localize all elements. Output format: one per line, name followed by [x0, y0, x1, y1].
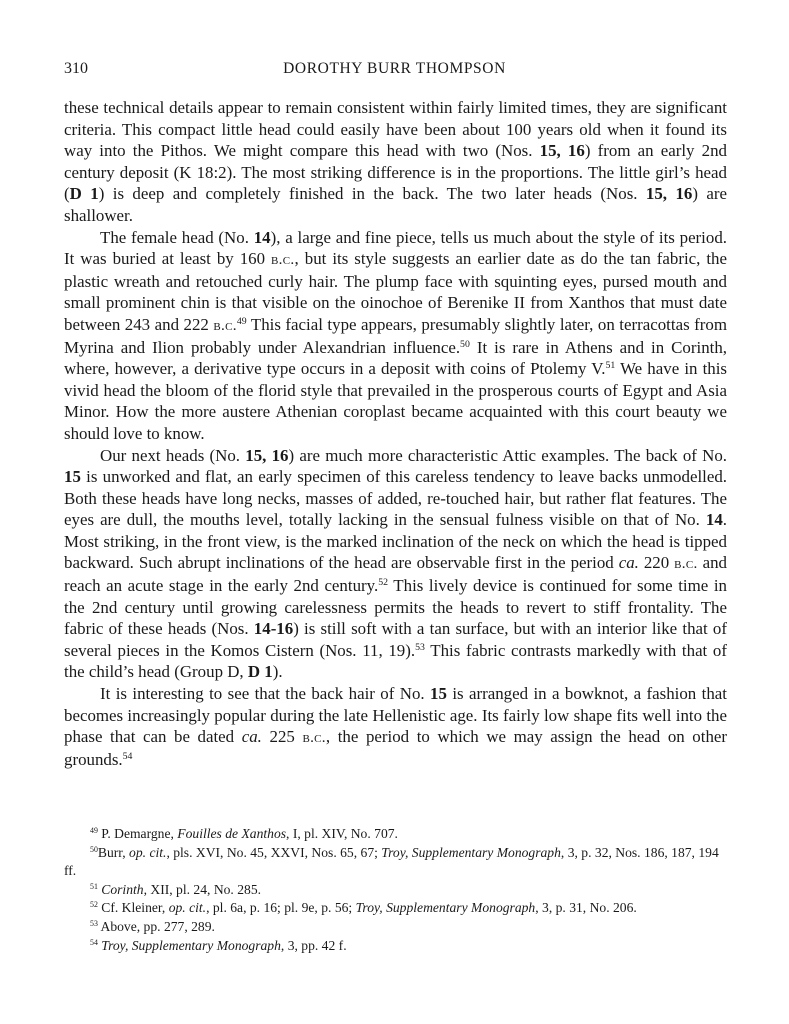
footnote-49 [64, 825, 727, 843]
small-caps-text: b.c. [302, 729, 326, 747]
bold-text: 15, 16 [539, 141, 585, 161]
paragraph-4 [64, 683, 727, 770]
text-run: , pl. 6a, p. 16; pl. 9e, p. 56; [206, 900, 356, 916]
footnote-ref: 53 [90, 919, 98, 929]
paragraph-3 [64, 445, 727, 684]
text-run: ) from an early 2nd century deposit (K 18:2). The most striking difference is in the proportions. The little girl’s head ( [64, 141, 728, 204]
text-run: P. Demargne, [97, 826, 178, 841]
footnote-ref: 54 [90, 937, 98, 947]
text-run: , but its style suggests an earlier date as do the tan fabric, the plastic wreath and retouched curly hair. The plump face with squinting eyes, pursed mouth and small prominent chin is that visible on the oinochoe of Berenike II from Xanthos that must date between 243 and 222 [64, 249, 727, 334]
italic-text: Troy, Supplementary Monograph [381, 844, 561, 860]
text-run: 225 [261, 727, 303, 747]
text-run: , the period to which we may assign the head on other grounds. [64, 727, 728, 769]
bold-text: 15, 16 [645, 184, 693, 204]
small-caps-text: b.c. [271, 251, 295, 269]
text-run: , 3, pp. 42 f. [280, 937, 347, 953]
text-run: ) is still soft with a tan surface, but with an interior like that of several pieces in the Komos Cistern (Nos. 11, 19). [64, 619, 728, 660]
text-run: . Most striking, in the front view, is the marked inclination of the neck on which the head is tipped backward. Such abrupt inclinations of the head are observable first in the period [64, 510, 727, 573]
footnote-ref: 52 [90, 900, 98, 910]
footnote-ref: 52 [378, 577, 389, 588]
text-run: these technical details appear to remain consistent within fairly limited times, they are significant criteria. This compact little head could easily have been about 100 years old when it found its way into the Pithos. We might compare this head with two (Nos. [64, 98, 727, 161]
italic-text: ca. [618, 553, 639, 573]
text-run: is arranged in a bowknot, a fashion that becomes increasingly popular during the late Hellenistic age. Its fairly low shape fits well into the phase that can be dated [64, 684, 727, 747]
text-run: ) are shallower. [64, 184, 728, 225]
running-head: DOROTHY BURR THOMPSON [283, 60, 506, 77]
footnote-ref: 50 [460, 338, 470, 350]
text-run: ), a large and fine piece, tells us much about the style of its period. It was buried at least by 160 [64, 227, 727, 269]
text-run: It is rare in Athens and in Corinth, where, however, a derivative type occurs in a deposit with coins of Ptolemy V. [64, 337, 727, 379]
bold-text: 15, 16 [245, 445, 289, 465]
footnote-ref: 49 [90, 826, 98, 836]
footnote-52 [64, 899, 727, 917]
text-run: Burr, [97, 844, 130, 860]
text-run: Above, pp. 277, 289. [97, 919, 215, 935]
bold-text: 15 [64, 467, 81, 487]
bold-text: 14-16 [253, 619, 294, 639]
text-run: This fabric contrasts markedly with that of the child’s head (Group D, [64, 640, 728, 682]
text-run: ). [272, 662, 283, 682]
text-run: This facial type appears, presumably slightly later, on terracottas from Myrina and Ilion probably under Alexandrian influence. [64, 314, 727, 357]
page-header [64, 60, 725, 84]
italic-text: Troy, Supplementary Monograph [355, 900, 536, 916]
footnote-ref: 51 [90, 881, 98, 891]
bold-text: D 1 [247, 662, 273, 682]
footnotes [64, 825, 727, 955]
bold-text: 14 [253, 227, 271, 247]
text-run: ) are much more characteristic Attic examples. The back of No. [288, 445, 727, 465]
text-run: , XII, pl. 24, No. 285. [143, 881, 262, 897]
italic-text: Corinth [101, 881, 144, 897]
text-run: , I, pl. XIV, No. 707. [286, 826, 398, 841]
footnote-53 [64, 918, 727, 936]
footnote-51 [64, 881, 727, 899]
italic-text: Troy, Supplementary Monograph [101, 937, 281, 953]
text-run: ) is deep and completely finished in the back. The two later heads (Nos. [98, 184, 646, 204]
body-text [64, 97, 727, 770]
text-run: It is interesting to see that the back hair of No. [100, 684, 431, 704]
footnote-ref: 54 [122, 750, 133, 762]
text-run: , 3, p. 32, Nos. 186, 187, 194 ff. [64, 844, 719, 878]
italic-text: op. cit. [168, 900, 207, 916]
text-run: Our next heads (No. [100, 445, 246, 465]
bold-text: D 1 [69, 184, 99, 204]
text-run: is unworked and flat, an early specimen of this careless tendency to leave backs unmodelled. Both these heads have long necks, masses of added, re-touched hair, but rather flat features. The eyes are dull, the mouths level, totally lacking in the sensual fulness visible on that of No. [64, 467, 727, 530]
italic-text: op. cit. [129, 844, 167, 860]
small-caps-text: b.c. [213, 316, 237, 334]
page-number: 310 [64, 60, 88, 77]
footnote-54 [64, 937, 727, 955]
paragraph-2 [64, 227, 727, 445]
text-run: Cf. Kleiner, [97, 900, 169, 916]
bold-text: 14 [705, 510, 723, 530]
text-run: 220 [638, 553, 675, 573]
footnote-50 [64, 844, 727, 880]
small-caps-text: b.c. [674, 555, 698, 573]
italic-text: Fouilles de Xanthos [177, 826, 287, 841]
text-run: The female head (No. [100, 227, 254, 247]
footnote-ref: 50 [90, 844, 98, 854]
paragraph-1 [64, 97, 727, 227]
footnote-ref: 51 [605, 360, 616, 372]
text-run: , 3, p. 31, No. 206. [535, 900, 637, 916]
footnote-ref: 49 [236, 315, 247, 327]
text-run: and reach an acute stage in the early 2nd century. [64, 553, 727, 596]
bold-text: 15 [430, 684, 447, 704]
text-run: , pls. XVI, No. 45, XXVI, Nos. 65, 67; [166, 844, 382, 860]
footnote-ref: 53 [415, 641, 425, 653]
text-run: This lively device is continued for some time in the 2nd century until growing carelessness permits the heads to revert to stiff frontality. The fabric of these heads (Nos. [64, 576, 727, 639]
italic-text: ca. [241, 727, 262, 747]
text-run: We have in this vivid head the bloom of the florid style that prevailed in the prosperous courts of Egypt and Asia Minor. How the more austere Athenian coroplast became acquainted with this court beauty we should love to know. [64, 359, 727, 443]
